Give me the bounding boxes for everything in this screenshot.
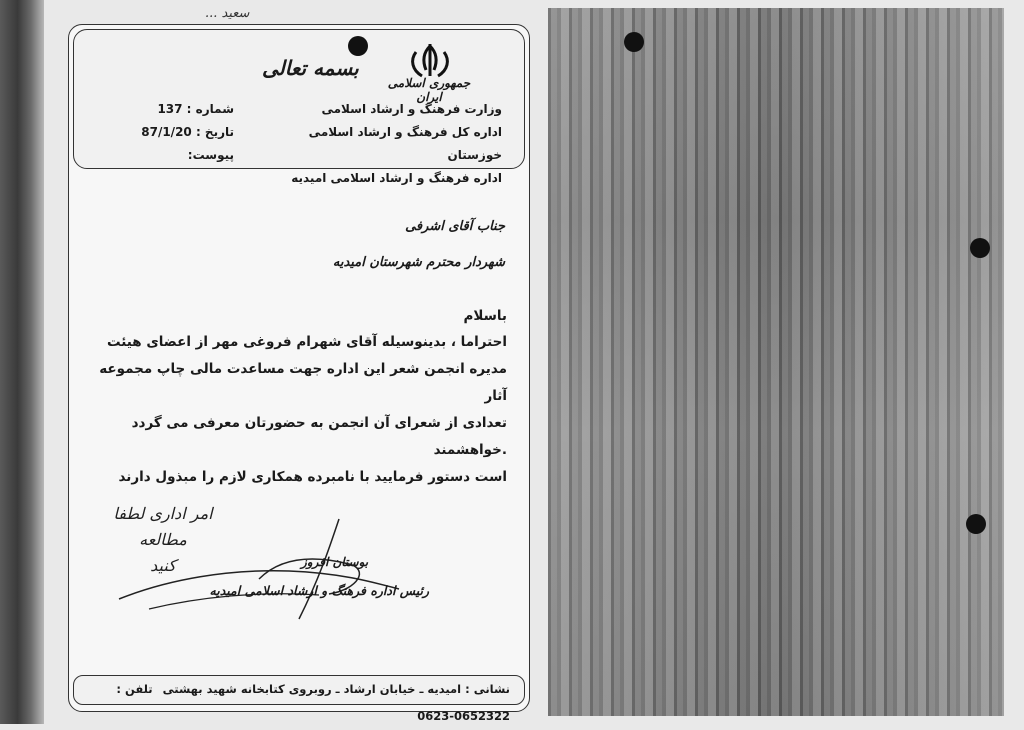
letter-meta <box>114 98 234 167</box>
greeting: باسلام <box>463 308 507 324</box>
letter-body <box>87 329 507 491</box>
letter-footer <box>73 675 525 723</box>
footer-phone: 0652322-0623 <box>417 709 510 723</box>
signature-scribble-icon <box>109 509 409 629</box>
recipient-title: شهردار محترم شهرستان امیدیه <box>332 255 505 270</box>
body-line: است دستور فرمایید با نامبرده همکاری لازم را مبذول دارند <box>118 469 507 485</box>
punch-hole <box>624 32 644 52</box>
letter-date: تاریخ : 87/1/20 <box>141 125 234 139</box>
note-line: کنید <box>150 556 176 575</box>
letter-attachment: پیوست: <box>187 148 234 162</box>
signatory-title: رئیس اداره فرهنگ و ارشاد اسلامی امیدیه <box>209 583 429 598</box>
footer-phone-label: تلفن : <box>116 682 153 696</box>
recipient-name: جناب آقای اشرفی <box>405 219 505 234</box>
body-line: مدیره انجمن شعر این اداره جهت مساعدت مالی چاپ مجموعه آثار <box>99 361 507 404</box>
ministry-line: اداره کل فرهنگ و ارشاد اسلامی خوزستان <box>308 125 502 162</box>
body-line: تعدادی از شعرای آن انجمن به حضورتان معرفی می گردد .خواهشمند <box>131 415 507 458</box>
blank-photocopy-page <box>548 8 1004 716</box>
ministry-line: اداره فرهنگ و ارشاد اسلامی امیدیه <box>291 171 502 185</box>
note-line: مطالعه <box>139 530 187 549</box>
handwritten-top-note: سعید ... <box>205 6 250 21</box>
header-invocation: بسمه تعالی <box>262 56 359 80</box>
signatory-name: بوستان افروز <box>301 555 369 569</box>
government-name: جمهوری اسلامی ایران <box>387 76 471 104</box>
ministry-line: وزارت فرهنگ و ارشاد اسلامی <box>321 102 502 116</box>
footer-address: نشانی : امیدیه ـ خیابان ارشاد ـ روبروی کتابخانه شهید بهشتی <box>162 682 510 696</box>
iran-emblem-icon <box>402 42 458 80</box>
note-line: امر اداری لطفا <box>113 504 213 523</box>
body-line: احتراما ، بدینوسیله آقای شهرام فروغی مهر از اعضای هیئت <box>106 334 507 350</box>
punch-hole <box>348 36 368 56</box>
scan-left-edge <box>0 0 44 724</box>
letterhead <box>73 29 525 185</box>
ministry-lines <box>262 98 502 190</box>
letter-page <box>68 24 530 723</box>
punch-hole <box>966 514 986 534</box>
letter-number: شماره : 137 <box>157 102 234 116</box>
punch-hole <box>970 238 990 258</box>
